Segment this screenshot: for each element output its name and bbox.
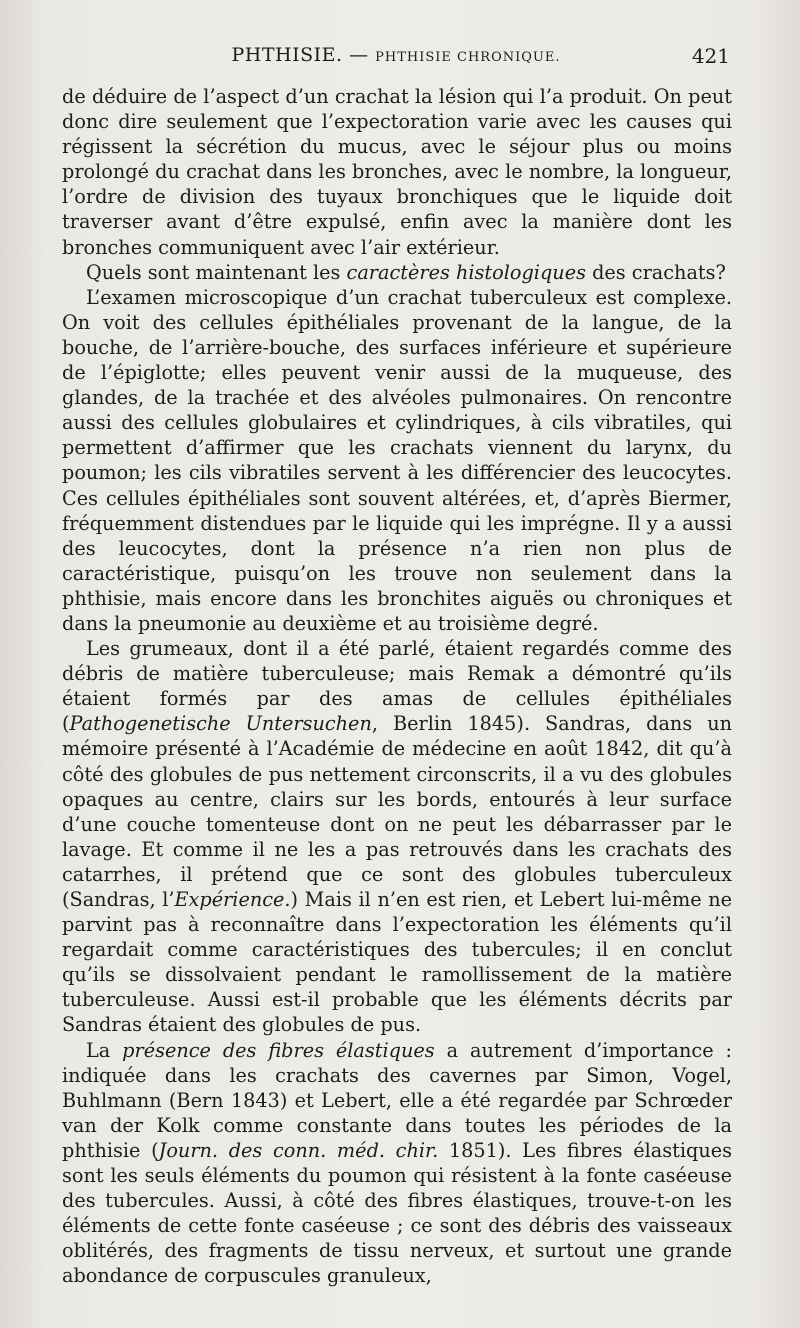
italic-text: caractères histologiques xyxy=(346,260,586,284)
text-run: 1851). Les fibres élastiques sont les seuls éléments du poumon qui résistent à la fonte caséeuse des tubercules. Aussi, à côté des fibres élastiques, trouve-t-on les éléments de cette fonte caséeuse ; ce sont des débris des vaisseaux oblitérés, des fragments de tissu nerveux, et surtout une grande abondance de corpuscules granuleux, xyxy=(62,1138,732,1288)
italic-text: Pathogenetische Untersuchen xyxy=(69,712,372,736)
running-head xyxy=(62,44,730,66)
text-run: ) Mais il n’en est rien, et Lebert lui-même ne parvint pas à reconnaître dans l’expectoration les éléments qu’il regardait comme caractéristiques des tubercules; il en conclut qu’ils se dissolvaient pendant le ramollissement de la matière tuberculeuse. Aussi est-il probable que les éléments décrits par Sandras étaient des globules de pus. xyxy=(62,888,732,1037)
paragraph xyxy=(62,1038,732,1289)
paragraph xyxy=(62,260,732,285)
text-run: Quels sont maintenant les xyxy=(86,260,347,284)
text-run: Les grumeaux, dont il a été parlé, étaient regardés comme des débris de matière tuberculeuse; mais Remak a démontré qu’ils étaient formés par des amas de cellules épithéliales ( xyxy=(62,637,732,736)
running-head-main: PHTHISIE. xyxy=(231,44,343,66)
running-head-dash: — xyxy=(349,44,369,66)
running-head-sub: PHTHISIE CHRONIQUE. xyxy=(375,50,561,65)
paragraph xyxy=(62,84,732,260)
text-run: des crachats? xyxy=(585,260,726,284)
text-run: L’examen microscopique d’un crachat tuberculeux est complexe. On voit des cellules épithéliales provenant de la langue, de la bouche, de l’arrière-bouche, des surfaces inférieure et supérieure de l’épiglotte; elles peuvent venir aussi de la muqueuse, des glandes, de la trachée et des alvéoles pulmonaires. On rencontre aussi des cellules globulaires et cylindriques, à cils vibratiles, qui permettent d’affirmer que les crachats viennent du larynx, du poumon; les cils vibratiles servent à les différencier des leucocytes. Ces cellules épithéliales sont souvent altérées, et, d’après Biermer, fréquemment distendues par le liquide qui les imprégne. Il y a aussi des leucocytes, dont la présence n’a rien non plus de caractéristique, puisqu’on les trouve non seulement dans la phthisie, mais encore dans les bronchites aiguës ou chroniques et dans la pneumonie au deuxième et au troisième degré. xyxy=(62,285,732,635)
italic-text: Journ. des conn. méd. chir. xyxy=(158,1138,439,1162)
text-run: , Berlin 1845). Sandras, dans un mémoire présenté à l’Académie de médecine en août 1842, dit qu’à côté des globules de pus nettement circonscrits, il a vu des globules opaques au centre, clairs sur les bords, entourés à leur surface d’une couche tomenteuse dont on ne peut les débarrasser par le lavage. Et comme il ne les a pas retrouvés dans les crachats des catarrhes, il prétend que ce sont des globules tuberculeux (Sandras, l’ xyxy=(62,712,733,911)
page-number: 421 xyxy=(691,44,730,68)
text-run: La xyxy=(86,1038,123,1062)
paragraph xyxy=(62,285,732,636)
text-run: de déduire de l’aspect d’un crachat la lésion qui l’a produit. On peut donc dire seulement que l’expectoration varie avec les causes qui régissent la sécrétion du mucus, avec le séjour plus ou moins prolongé du crachat dans les bronches, avec le nombre, la longueur, l’ordre de division des tuyaux bronchiques que le liquide doit traverser avant d’être expulsé, enfin avec la manière dont les bronches communiquent avec l’air extérieur. xyxy=(62,85,732,259)
page-header xyxy=(62,44,730,76)
body-text xyxy=(62,84,732,1289)
text-run: a autrement d’importance : indiquée dans les crachats des cavernes par Simon, Vogel, Buhlmann (Bern 1843) et Lebert, elle a été regardée par Schrœder van der Kolk comme constante dans toutes les périodes de la phthisie ( xyxy=(62,1038,732,1162)
paragraph xyxy=(62,636,732,1038)
italic-text: présence des fibres élastiques xyxy=(122,1038,435,1062)
italic-text: Expérience. xyxy=(174,888,291,911)
